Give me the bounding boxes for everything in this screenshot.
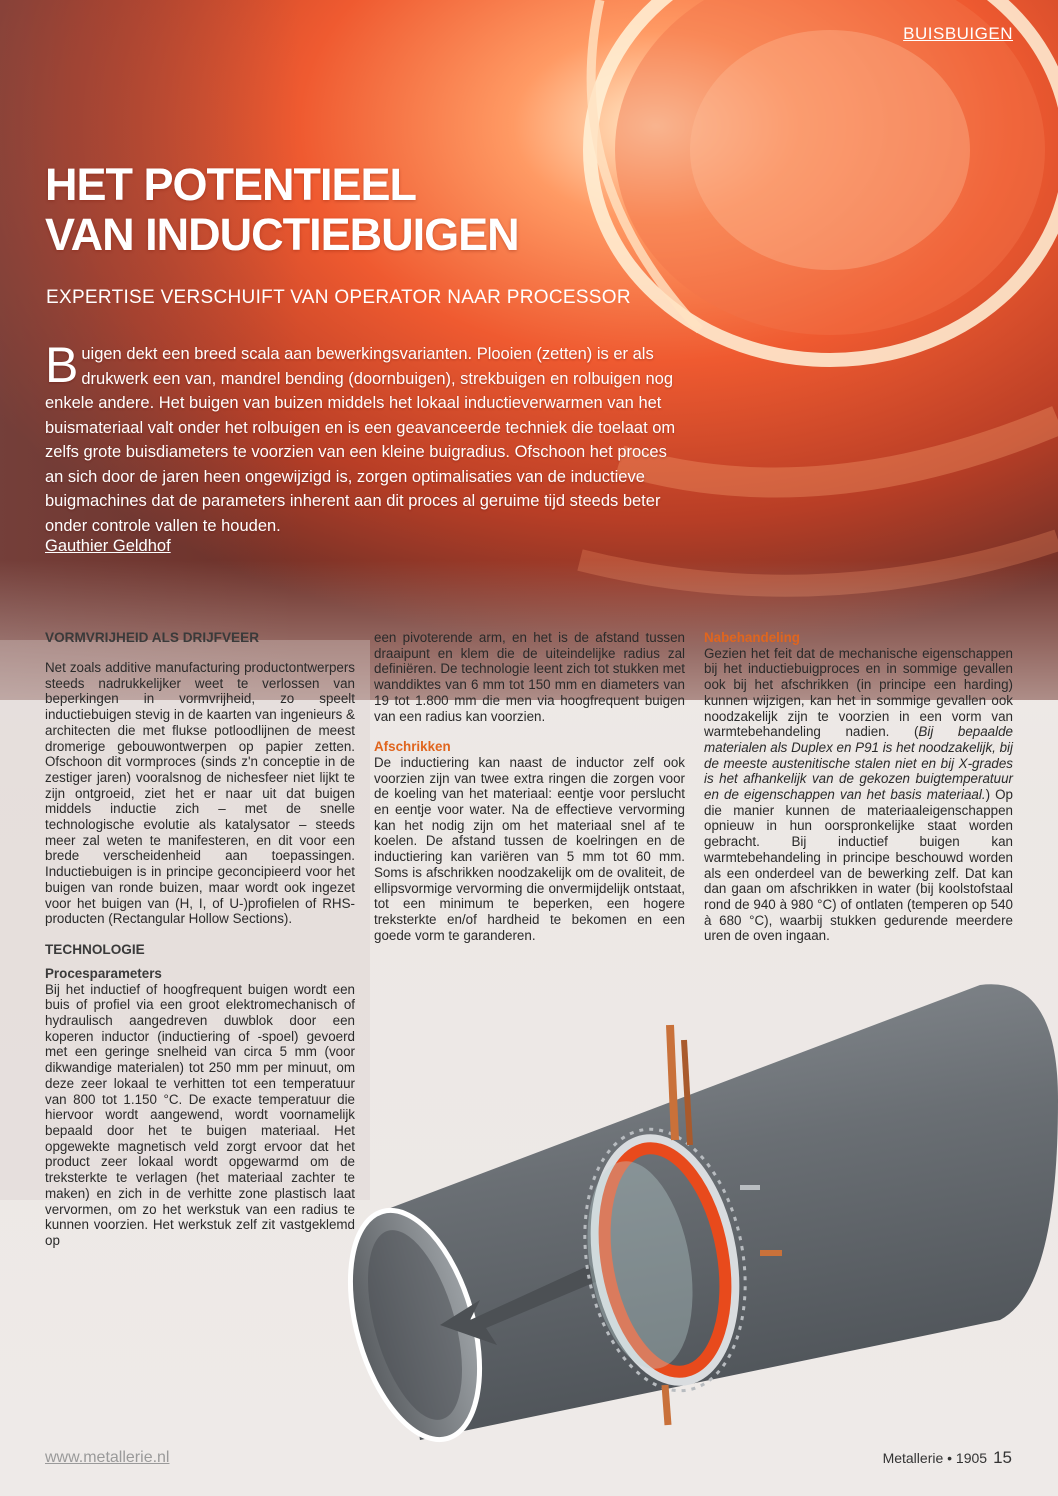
heading-vormvrijheid: VORMVRIJHEID ALS DRIJFVEER	[45, 630, 260, 645]
page-footer	[883, 1448, 1012, 1468]
heading-technologie: TECHNOLOGIE	[45, 941, 145, 957]
intro-text: uigen dekt een breed scala aan bewerkingsvarianten. Plooien (zetten) is er als drukwerk een van, mandrel bending (doornbuigen), strekbuigen en rolbuigen nog enkele andere. Het buigen van buizen middels het lokaal inductieverwarmen van het buismateriaal valt onder het rolbuigen en is een geavanceerde techniek die toelaat om zelfs grote buisdiameters te voorzien van een kleine buigradius. Ofschoon het proces an sich door de jaren heen ongewijzigd is, zorgen optimalisaties van de inductieve buigmachines dat de parameters inherent aan dit proces al geruime tijd steeds beter onder controle vallen te houden.	[45, 345, 676, 535]
section-tag: BUISBUIGEN	[903, 24, 1013, 43]
paragraph-procesparameters: Bij het inductief of hoogfrequent buigen wordt een buis of profiel via een groot elektromechanisch of hydraulisch aangedreven duwblok door een koperen inductor (inductiering of -spoel) gevoerd met een geringe snelheid van circa 5 mm (voor dikwandige materialen) tot 250 mm per minuut, om deze zeer lokaal te verhitten tot een temperatuur van 800 tot 1.150 °C. De exacte temperatuur die hiervoor wordt aangewend, wordt voornamelijk bepaald door het te buigen materiaal. Het opgewekte magnetisch veld zorgt ervoor dat het product zeer lokaal wordt opgewarmd om de treksterkte te verlagen (het materiaal zachter te maken) en zich in de verhitte zone plastisch laat vervormen, om zo het werkstuk van een radius te kunnen voorzien. Het werkstuk zelf zit vastgeklemd op	[45, 981, 355, 1248]
article-title	[45, 160, 519, 260]
nabehandeling-italic: Bij bepaalde materialen als Duplex en P91 is het noodzakelijk, bij de meeste austenitische stalen niet en bij X-grades is het afhankelijk van de gekozen buigtemperatuur en de eigenschappen van het basis materiaal.	[704, 724, 1013, 803]
column-1	[45, 630, 355, 1249]
drop-cap: B	[45, 337, 79, 393]
paragraph-radius: een pivoterende arm, en het is de afstand tussen draaipunt en klem die de uiteindelijke radius zal definiëren. De technologie leent zich tot stukken met wanddiktes van 6 mm tot 150 mm en diameters van 19 tot 1.800 mm die men via hoogfrequent buigen van een radius kan voorzien.	[374, 630, 685, 724]
paragraph-nabehandeling	[704, 646, 1013, 944]
page-number: 15	[993, 1448, 1012, 1467]
intro-paragraph	[45, 337, 685, 538]
article-subtitle: EXPERTISE VERSCHUIFT VAN OPERATOR NAAR PROCESSOR	[46, 287, 631, 308]
paragraph-afschrikken: De inductiering kan naast de inductor zelf ook voorzien zijn van twee extra ringen die zorgen voor de koeling van het materiaal: eentje voor perslucht en eentje voor water. Na de effectieve vervorming kan het nodig zijn om het materiaal snel af te koelen. De afstand tussen de koelringen en de inductiering kan variëren van 5 mm tot 60 mm. Soms is afschrikken noodzakelijk om de ovaliteit, de ellipsvormige vervorming die onvermijdelijk ontstaat, tot een minimum te beperken, een hogere treksterkte en/of hardheid te bekomen en een goede vorm te garanderen.	[374, 754, 685, 943]
website-link[interactable]: www.metallerie.nl	[45, 1449, 170, 1466]
nabehandeling-text-a: Gezien het feit dat de mechanische eigenschappen bij het inductiebuigproces en in sommige gevallen ook bij het afschrikken (in principe een harding) kunnen wijzigen, kan het in sommige gevallen ook noodzakelijk zijn te voorzien in een vorm van warmtebehandeling nadien. (	[704, 645, 1013, 740]
column-3	[704, 630, 1013, 944]
subheading-afschrikken: Afschrikken	[374, 739, 451, 755]
subheading-nabehandeling: Nabehandeling	[704, 630, 800, 645]
nabehandeling-text-b: ) Op die manier kunnen de materiaaleigenschappen opnieuw in hun oorspronkelijke staat worden gebracht. Bij inductief buigen kan warmtebehandeling in principe beschouwd worden als een onderdeel van de bewerking zelf. Dat kan dan gaan om afschrikken in water (bij koolstofstaal rond de 940 à 980 °C) of ontlaten (temperen op 540 à 680 °C), waarbij stukken gedurende meerdere uren de oven ingaan.	[704, 787, 1013, 944]
paragraph-vormvrijheid: Net zoals additive manufacturing productontwerpers steeds nadrukkelijker weet te verlossen van beperkingen in vormvrijheid, zo speelt inductiebuigen stevig in de kaarten van ingenieurs & architecten die met flukse potloodlijnen de meest dromerige gebouwontwerpen op papier zetten. Ofschoon dit vormproces (sinds z'n conceptie in de zestiger jaren) vooralsnog de nichesfeer niet lijkt te zijn ontgroeid, ziet het er naar uit dat buigen middels inductie zich – met de snelle technologische evolutie als katalysator – steeds meer zal weten te manifesteren, en dit voor een brede verscheidenheid aan toepassingen. Inductiebuigen is in principe geconcipieerd voor het buigen van ronde buizen, maar wordt ook ingezet voor het buigen van (H, I, of U-)profielen of RHS-producten (Rectangular Hollow Sections).	[45, 660, 355, 927]
subheading-procesparameters: Procesparameters	[45, 965, 162, 981]
author-link[interactable]: Gauthier Geldhof	[45, 537, 171, 555]
title-line-2: VAN INDUCTIEBUIGEN	[45, 209, 519, 260]
magazine-issue: Metallerie • 1905	[882, 1450, 988, 1466]
column-2	[374, 630, 685, 943]
title-line-1: HET POTENTIEEL	[45, 159, 417, 210]
